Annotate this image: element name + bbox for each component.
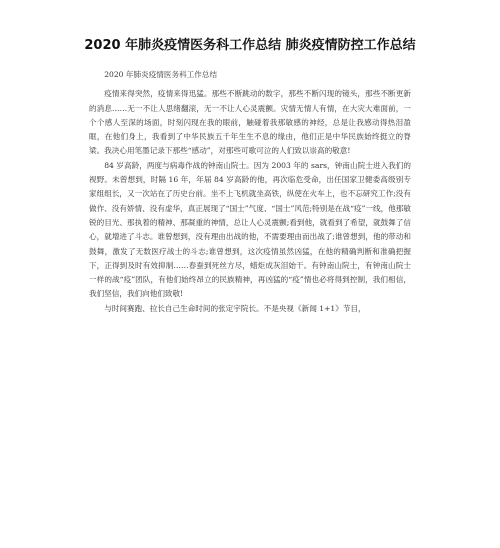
document-title: 2020 年肺炎疫情医务科工作总结 肺炎疫情防控工作总结 — [84, 38, 416, 53]
document-body — [89, 68, 411, 316]
paragraph-zhong-nanshan: 84 岁高龄，两度与病毒作战的钟南山院士。因为 2003 年的 sars，钟南山院士进入我们的视野。未曾想到，时隔 16 年，年届 84 岁高龄的他，再次临危受命，出任国家卫健委高级别专家组组长，又一次站在了历史台前。坐不上飞机就坐高铁，纵使在火车上，也不忘研究工作;没有做作、没有娇情、没有虚华，真正展现了“国士”气度、“国士”风范;特别是在战“疫”一线，他那敏锐的目光、那执着的精神、那凝重的神情，总让人心灵震颤;看到他，就看到了希望，就鼓舞了信心，就增进了斗志。谁曾想到，没有理由出战的他，不需要理由而出战了;谁曾想到，他的带动和鼓舞，激发了无数医疗战士的斗志;谁曾想到，这次疫情虽然凶猛，在他的精确判断和准确把握下，正得到及时有效抑制……春蚕到死丝方尽，蜡炬成灰泪始干。有钟南山院士，有钟南山院士一样的战“疫”团队，有他们始终昂立的民族精神，再凶猛的“疫”情也必将得到控制，我们相信，我们坚信，我们向他们致敬! — [89, 160, 412, 299]
paragraph-intro: 疫情来得突然，疫情来得迅猛。那些不断跳动的数字，那些不断闪现的镜头，那些不断更新的消息……无一不让人思绪翻滚，无一不让人心灵震颤。灾情无情人有情，在大灾大难面前，一个个感人至深的场面，时刻闪现在我的眼前，触碰着我那敏感的神经，总是让我感动得热泪盈眶，在他们身上，我看到了中华民族五千年生生不息的缘由，他们正是中华民族始终挺立的脊梁。我决心用笔墨记录下那些“感动”，对那些可歌可泣的人们致以崇高的敬意! — [89, 89, 411, 156]
paragraph-zhang-dingyu: 与时间赛跑、拉长自己生命时间的张定宇院长。不是央视《新闻 1+1》节目， — [104, 303, 366, 313]
section-subheading: 2020 年肺炎疫情医务科工作总结 — [104, 70, 218, 79]
